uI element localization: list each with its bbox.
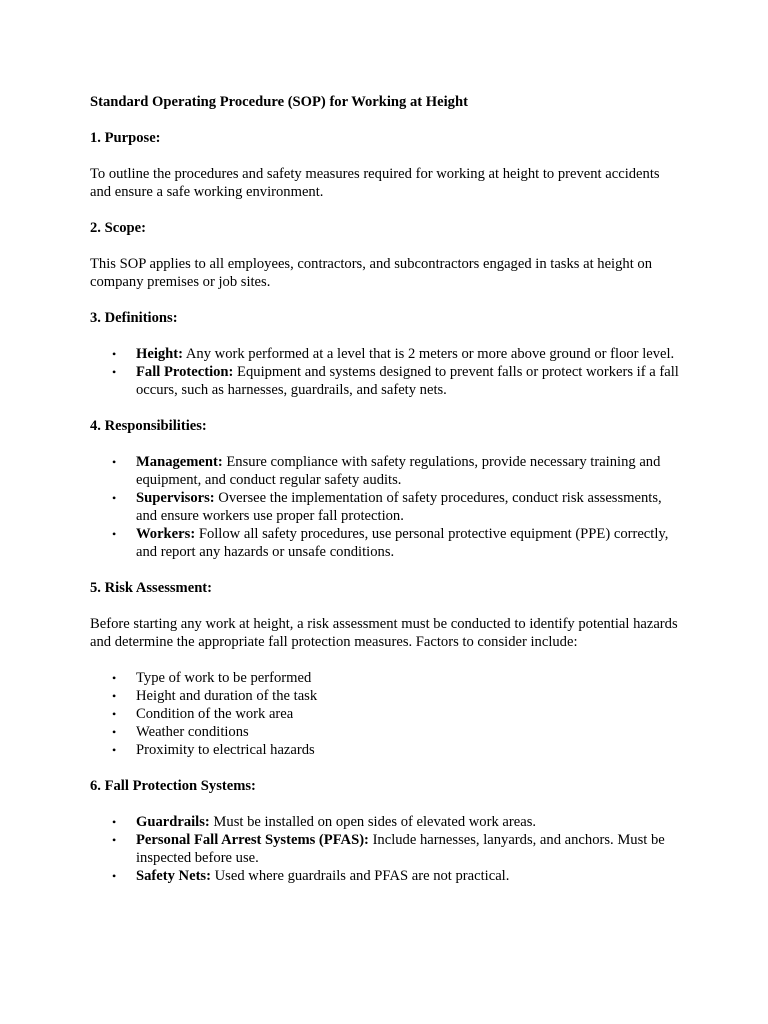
section-heading-fall-protection: 6. Fall Protection Systems: [90, 778, 256, 794]
risk-factor-text: Type of work to be performed [136, 670, 312, 686]
system-name: Guardrails: [136, 814, 210, 830]
system-text: Must be installed on open sides of elevated work areas. [209, 814, 537, 830]
responsibility-text: Follow all safety procedures, use personal protective equipment (PPE) correctly, and report any hazards or unsafe conditions. [136, 526, 669, 560]
document-page [90, 93, 682, 885]
section-heading-scope: 2. Scope: [90, 220, 146, 236]
list-item [112, 813, 682, 831]
list-item [112, 525, 682, 561]
risk-factor-text: Weather conditions [136, 724, 249, 740]
list-item [112, 453, 682, 489]
responsibility-text: Oversee the implementation of safety procedures, conduct risk assessments, and ensure workers use proper fall protection. [136, 490, 662, 524]
scope-text: This SOP applies to all employees, contractors, and subcontractors engaged in tasks at height on company premises or job sites. [90, 256, 653, 290]
list-item [112, 345, 682, 363]
list-item [112, 363, 682, 399]
list-item [112, 687, 682, 705]
risk-factor-text: Proximity to electrical hazards [136, 742, 315, 758]
bullet-icon: • [112, 815, 117, 829]
list-item [112, 705, 682, 723]
responsibility-text: Ensure compliance with safety regulations, provide necessary training and equipment, and conduct regular safety audits. [136, 454, 661, 488]
list-item [112, 489, 682, 525]
list-item [112, 669, 682, 687]
responsibility-role: Supervisors: [136, 490, 215, 506]
bullet-icon: • [112, 833, 117, 847]
responsibility-role: Workers: [136, 526, 196, 542]
section-heading-risk-assessment: 5. Risk Assessment: [90, 580, 213, 596]
risk-factor-text: Height and duration of the task [136, 688, 318, 704]
list-item [112, 723, 682, 741]
responsibility-role: Management: [136, 454, 223, 470]
bullet-icon: • [112, 455, 117, 469]
list-item [112, 741, 682, 759]
definition-text: Equipment and systems designed to prevent falls or protect workers if a fall occurs, such as harnesses, guardrails, and safety nets. [136, 364, 679, 398]
risk-assessment-text: Before starting any work at height, a risk assessment must be conducted to identify potential hazards and determine the appropriate fall protection measures. Factors to consider include: [90, 616, 678, 650]
bullet-icon: • [112, 725, 117, 739]
definition-text: Any work performed at a level that is 2 meters or more above ground or floor level. [183, 346, 675, 362]
bullet-icon: • [112, 671, 117, 685]
bullet-icon: • [112, 347, 117, 361]
definition-term: Fall Protection: [136, 364, 234, 380]
list-item [112, 831, 682, 867]
responsibilities-list [90, 453, 682, 561]
section-heading-responsibilities: 4. Responsibilities: [90, 418, 207, 434]
bullet-icon: • [112, 689, 117, 703]
purpose-text: To outline the procedures and safety measures required for working at height to prevent accidents and ensure a safe working environment. [90, 166, 660, 200]
document-title: Standard Operating Procedure (SOP) for Working at Height [90, 94, 468, 110]
fall-protection-list [90, 813, 682, 885]
bullet-icon: • [112, 869, 117, 883]
bullet-icon: • [112, 707, 117, 721]
definition-term: Height: [136, 346, 184, 362]
bullet-icon: • [112, 491, 117, 505]
system-text: Include harnesses, lanyards, and anchors. Must be inspected before use. [136, 832, 665, 866]
system-name: Safety Nets: [136, 868, 211, 884]
section-heading-purpose: 1. Purpose: [90, 130, 161, 146]
risk-factors-list [90, 669, 682, 759]
risk-factor-text: Condition of the work area [136, 706, 294, 722]
system-name: Personal Fall Arrest Systems (PFAS): [136, 832, 369, 848]
system-text: Used where guardrails and PFAS are not practical. [210, 868, 510, 884]
bullet-icon: • [112, 365, 117, 379]
definitions-list [90, 345, 682, 399]
section-heading-definitions: 3. Definitions: [90, 310, 178, 326]
bullet-icon: • [112, 527, 117, 541]
list-item [112, 867, 682, 885]
bullet-icon: • [112, 743, 117, 757]
